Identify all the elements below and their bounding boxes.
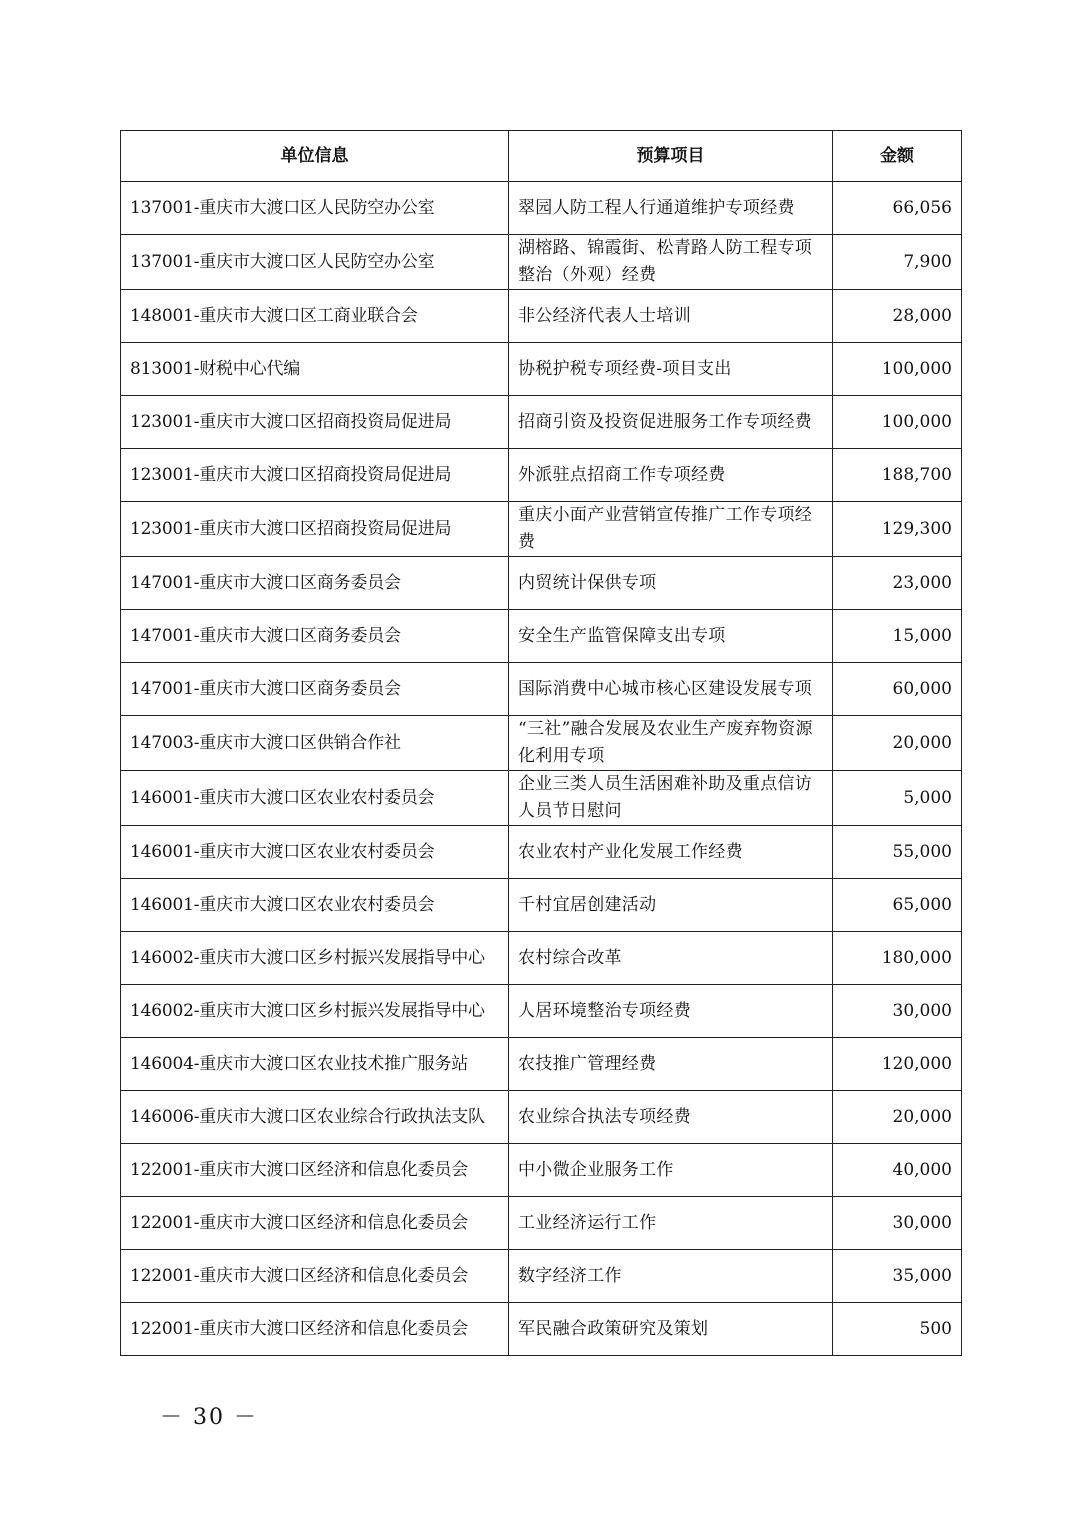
unit-cell: 147001-重庆市大渡口区商务委员会 — [121, 557, 509, 610]
header-item: 预算项目 — [509, 131, 833, 182]
amount-cell: 5,000 — [833, 771, 962, 826]
unit-cell: 147003-重庆市大渡口区供销合作社 — [121, 716, 509, 771]
item-cell: 安全生产监管保障支出专项 — [509, 610, 833, 663]
amount-cell: 120,000 — [833, 1038, 962, 1091]
table-row — [121, 290, 962, 343]
unit-cell: 147001-重庆市大渡口区商务委员会 — [121, 610, 509, 663]
table-row — [121, 343, 962, 396]
amount-cell: 55,000 — [833, 826, 962, 879]
item-cell: 人居环境整治专项经费 — [509, 985, 833, 1038]
item-cell: 中小微企业服务工作 — [509, 1144, 833, 1197]
table-row — [121, 1038, 962, 1091]
table-row — [121, 396, 962, 449]
table-row — [121, 1303, 962, 1356]
page-number: － 30 － — [160, 1405, 258, 1430]
item-cell: 工业经济运行工作 — [509, 1197, 833, 1250]
item-cell: 企业三类人员生活困难补助及重点信访人员节日慰问 — [509, 771, 833, 826]
unit-cell: 146004-重庆市大渡口区农业技术推广服务站 — [121, 1038, 509, 1091]
item-cell: “三社”融合发展及农业生产废弃物资源化利用专项 — [509, 716, 833, 771]
unit-cell: 146001-重庆市大渡口区农业农村委员会 — [121, 879, 509, 932]
item-cell: 数字经济工作 — [509, 1250, 833, 1303]
table-row — [121, 235, 962, 290]
item-cell: 重庆小面产业营销宣传推广工作专项经费 — [509, 502, 833, 557]
unit-cell: 148001-重庆市大渡口区工商业联合会 — [121, 290, 509, 343]
unit-cell: 122001-重庆市大渡口区经济和信息化委员会 — [121, 1250, 509, 1303]
amount-cell: 30,000 — [833, 985, 962, 1038]
table-row — [121, 182, 962, 235]
item-cell: 招商引资及投资促进服务工作专项经费 — [509, 396, 833, 449]
amount-cell: 500 — [833, 1303, 962, 1356]
table-row — [121, 663, 962, 716]
amount-cell: 7,900 — [833, 235, 962, 290]
unit-cell: 137001-重庆市大渡口区人民防空办公室 — [121, 182, 509, 235]
item-cell: 农技推广管理经费 — [509, 1038, 833, 1091]
table-row — [121, 610, 962, 663]
amount-cell: 35,000 — [833, 1250, 962, 1303]
item-cell: 国际消费中心城市核心区建设发展专项 — [509, 663, 833, 716]
unit-cell: 146002-重庆市大渡口区乡村振兴发展指导中心 — [121, 932, 509, 985]
item-cell: 外派驻点招商工作专项经费 — [509, 449, 833, 502]
item-cell: 非公经济代表人士培训 — [509, 290, 833, 343]
unit-cell: 123001-重庆市大渡口区招商投资局促进局 — [121, 449, 509, 502]
table-row — [121, 1197, 962, 1250]
table-row — [121, 716, 962, 771]
amount-cell: 23,000 — [833, 557, 962, 610]
unit-cell: 122001-重庆市大渡口区经济和信息化委员会 — [121, 1144, 509, 1197]
unit-cell: 137001-重庆市大渡口区人民防空办公室 — [121, 235, 509, 290]
unit-cell: 813001-财税中心代编 — [121, 343, 509, 396]
amount-cell: 100,000 — [833, 343, 962, 396]
amount-cell: 188,700 — [833, 449, 962, 502]
header-amount: 金额 — [833, 131, 962, 182]
amount-cell: 129,300 — [833, 502, 962, 557]
table-row — [121, 502, 962, 557]
unit-cell: 122001-重庆市大渡口区经济和信息化委员会 — [121, 1197, 509, 1250]
unit-cell: 122001-重庆市大渡口区经济和信息化委员会 — [121, 1303, 509, 1356]
unit-cell: 147001-重庆市大渡口区商务委员会 — [121, 663, 509, 716]
amount-cell: 28,000 — [833, 290, 962, 343]
amount-cell: 100,000 — [833, 396, 962, 449]
unit-cell: 146006-重庆市大渡口区农业综合行政执法支队 — [121, 1091, 509, 1144]
header-row — [121, 131, 962, 182]
header-unit: 单位信息 — [121, 131, 509, 182]
item-cell: 协税护税专项经费-项目支出 — [509, 343, 833, 396]
table-row — [121, 826, 962, 879]
item-cell: 农村综合改革 — [509, 932, 833, 985]
budget-table — [120, 130, 962, 1356]
unit-cell: 146001-重庆市大渡口区农业农村委员会 — [121, 771, 509, 826]
table-row — [121, 985, 962, 1038]
amount-cell: 15,000 — [833, 610, 962, 663]
table-row — [121, 771, 962, 826]
amount-cell: 20,000 — [833, 1091, 962, 1144]
amount-cell: 30,000 — [833, 1197, 962, 1250]
unit-cell: 123001-重庆市大渡口区招商投资局促进局 — [121, 502, 509, 557]
item-cell: 内贸统计保供专项 — [509, 557, 833, 610]
table-row — [121, 879, 962, 932]
table-row — [121, 1250, 962, 1303]
table-row — [121, 932, 962, 985]
table-row — [121, 449, 962, 502]
item-cell: 翠园人防工程人行通道维护专项经费 — [509, 182, 833, 235]
unit-cell: 123001-重庆市大渡口区招商投资局促进局 — [121, 396, 509, 449]
amount-cell: 20,000 — [833, 716, 962, 771]
amount-cell: 66,056 — [833, 182, 962, 235]
unit-cell: 146001-重庆市大渡口区农业农村委员会 — [121, 826, 509, 879]
unit-cell: 146002-重庆市大渡口区乡村振兴发展指导中心 — [121, 985, 509, 1038]
table-row — [121, 557, 962, 610]
amount-cell: 65,000 — [833, 879, 962, 932]
item-cell: 农业农村产业化发展工作经费 — [509, 826, 833, 879]
item-cell: 湖榕路、锦霞街、松青路人防工程专项整治（外观）经费 — [509, 235, 833, 290]
amount-cell: 60,000 — [833, 663, 962, 716]
item-cell: 千村宜居创建活动 — [509, 879, 833, 932]
item-cell: 军民融合政策研究及策划 — [509, 1303, 833, 1356]
table-row — [121, 1144, 962, 1197]
table-row — [121, 1091, 962, 1144]
amount-cell: 40,000 — [833, 1144, 962, 1197]
amount-cell: 180,000 — [833, 932, 962, 985]
item-cell: 农业综合执法专项经费 — [509, 1091, 833, 1144]
